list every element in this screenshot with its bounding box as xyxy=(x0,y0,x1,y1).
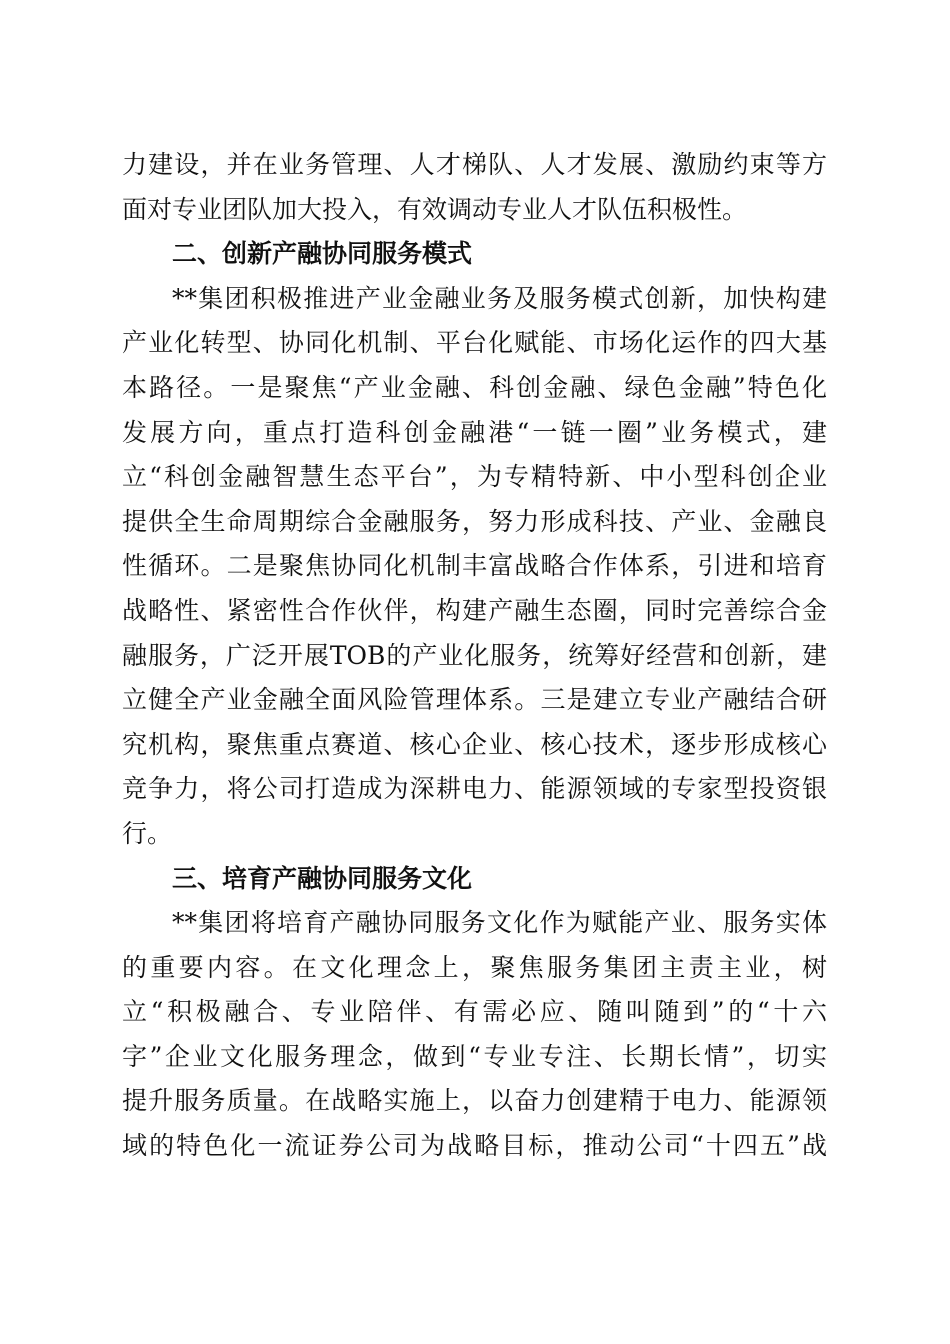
text-line: 提供全生命周期综合金融服务，努力形成科技、产业、金融良 xyxy=(122,506,827,536)
text-line: 究机构，聚焦重点赛道、核心企业、核心技术，逐步形成核心 xyxy=(122,729,827,759)
text-line: **集团将培育产融协同服务文化作为赋能产业、服务实体 xyxy=(172,908,827,938)
text-line: 立健全产业金融全面风险管理体系。三是建立专业产融结合研 xyxy=(122,685,827,715)
text-line: 字”企业文化服务理念，做到“专业专注、长期长情”，切实 xyxy=(122,1041,827,1071)
text-line: 的重要内容。在文化理念上，聚焦服务集团主责主业，树 xyxy=(122,952,827,982)
section-heading: 三、培育产融协同服务文化 xyxy=(172,863,473,893)
section-heading: 二、创新产融协同服务模式 xyxy=(172,239,473,269)
text-line: 产业化转型、协同化机制、平台化赋能、市场化运作的四大基 xyxy=(122,328,827,358)
document-body xyxy=(122,143,827,1169)
text-line: 行。 xyxy=(122,818,173,848)
text-line: 发展方向，重点打造科创金融港“一链一圈”业务模式，建 xyxy=(122,417,827,447)
text-line: 本路径。一是聚焦“产业金融、科创金融、绿色金融”特色化 xyxy=(122,372,827,402)
text-line: 提升服务质量。在战略实施上，以奋力创建精于电力、能源领 xyxy=(122,1086,827,1116)
text-line: 竞争力，将公司打造成为深耕电力、能源领域的专家型投资银 xyxy=(122,774,827,804)
text-line: **集团积极推进产业金融业务及服务模式创新，加快构建 xyxy=(172,283,827,313)
text-line: 立“科创金融智慧生态平台”，为专精特新、中小型科创企业 xyxy=(122,462,827,492)
text-line: 性循环。二是聚焦协同化机制丰富战略合作体系，引进和培育 xyxy=(122,551,827,581)
text-line: 融服务，广泛开展TOB的产业化服务，统筹好经营和创新，建 xyxy=(122,640,827,670)
text-line: 面对专业团队加大投入，有效调动专业人才队伍积极性。 xyxy=(122,194,748,224)
text-line: 域的特色化一流证券公司为战略目标，推动公司“十四五”战 xyxy=(122,1131,827,1161)
text-line: 力建设，并在业务管理、人才梯队、人才发展、激励约束等方 xyxy=(122,150,827,179)
text-line: 战略性、紧密性合作伙伴，构建产融生态圈，同时完善综合金 xyxy=(122,595,827,625)
text-line: 立“积极融合、专业陪伴、有需必应、随叫随到”的“十六 xyxy=(122,997,827,1027)
